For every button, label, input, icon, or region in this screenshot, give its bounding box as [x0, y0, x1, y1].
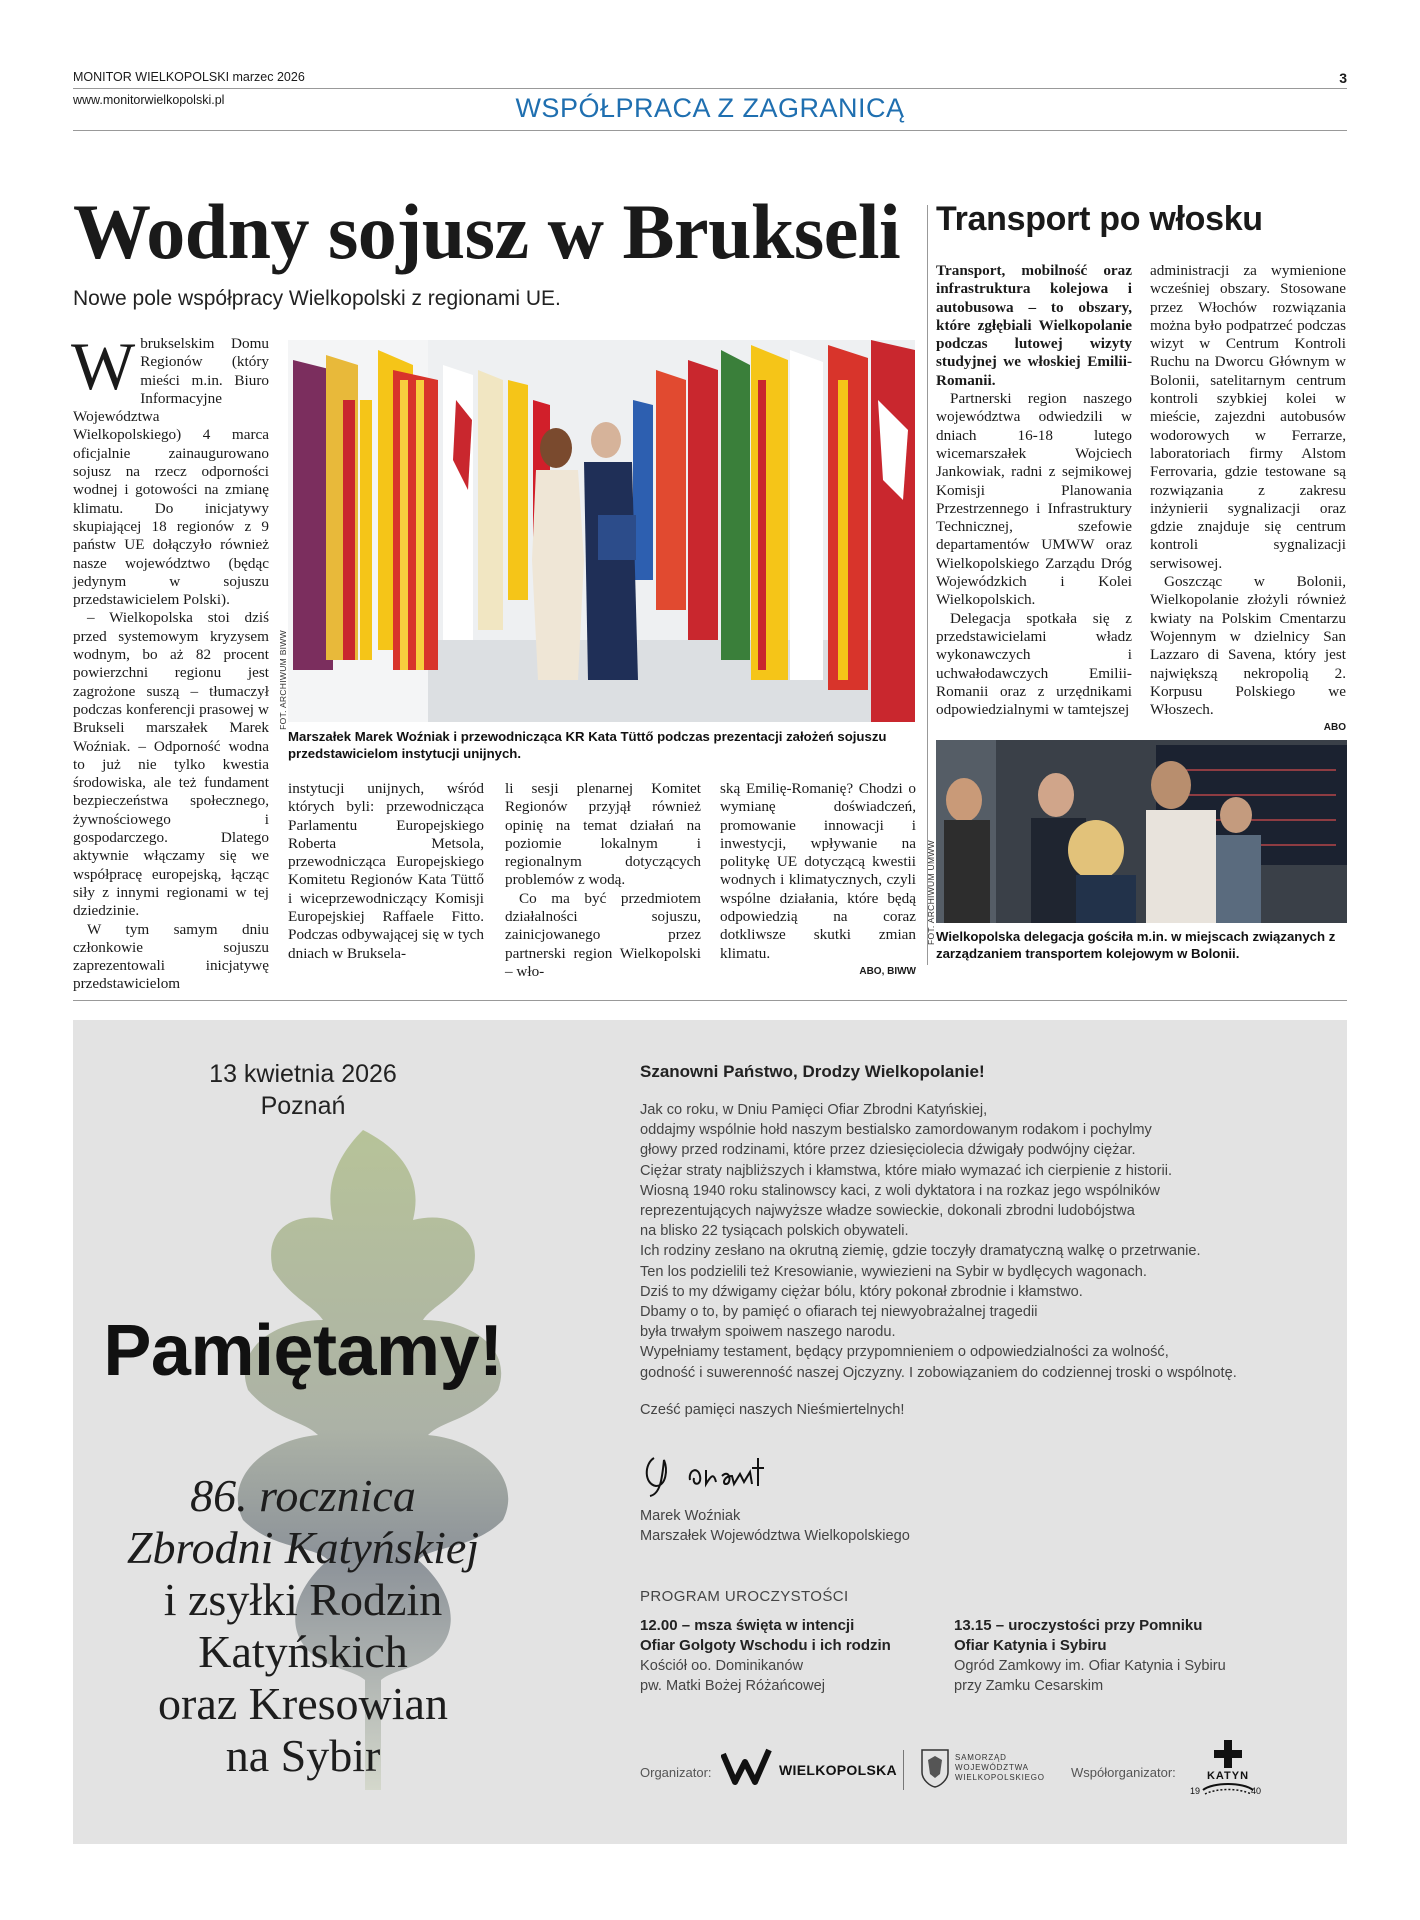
article1-paragraph: – Wielkopolska stoi dziś przed systemowym kryzysem wodnym, bo aż 82 procent powierzchni regionu jest zagrożone suszą – tłumaczył podczas konferencji prasowej w Brukseli marszałek Marek Woźniak. – Odporność wodna to już nie tylko kwestia środowiska, ale też fundament bezpieczeństwa społecznego, żywnościowego i gospodarczego. Dlatego aktywnie włączamy się we współpracę europejską, łącząc siły z innymi regionami w tej dziedzinie.	[73, 609, 269, 920]
ad-subtitle-line: na Sybir	[225, 1730, 381, 1781]
ad-event-1	[640, 1616, 930, 1696]
ad-event-title: 12.00 – msza święta w intencji	[640, 1617, 855, 1634]
article1-paragraph: li sesji plenarnej Komitet Regionów przyjął również opinię na temat działań na poziomie lokalnym i regionalnym dotyczących problemów z wodą.	[505, 780, 701, 889]
ad-samorzad-line: SAMORZĄD	[955, 1753, 1007, 1762]
header-rule-bottom	[73, 130, 1347, 131]
article1-paragraph: Co ma być przedmiotem działalności sojuszu, zainicjowanego przez partnerski region Wielkopolski – wło-	[505, 889, 701, 980]
ad-letter-line: Ich rodziny zesłano na okrutną ziemię, gdzie toczyły dramatyczną walkę o przetrwanie.	[640, 1243, 1201, 1260]
article1-paragraph: W tym samym dniu członkowie sojuszu zaprezentowali inicjatywę przedstawicielom	[73, 920, 269, 993]
article2-column-2	[1150, 262, 1346, 738]
ad-subtitle	[73, 1470, 533, 1782]
article2-photo	[936, 740, 1347, 923]
ad-letter-line: Dziś to my dźwigamy ciężar bólu, który pokonał zbrodnie i kłamstwo.	[640, 1283, 1083, 1300]
article1-dropcap: W	[71, 328, 136, 404]
ad-event-title: Ofiar Golgoty Wschodu i ich rodzin	[640, 1637, 891, 1654]
article2-title: Transport po włosku	[936, 200, 1263, 238]
ad-letter-line: Dbamy o to, by pamięć o ofiarach tej niewyobrażalnej tragedii	[640, 1304, 1038, 1321]
ad-event-place: Ogród Zamkowy im. Ofiar Katynia i Sybiru	[954, 1658, 1226, 1674]
article-bottom-rule	[73, 1000, 1347, 1001]
ad-city: Poznań	[260, 1092, 346, 1120]
article1-paragraph: instytucji unijnych, wśród których byli: przewodnicząca Parlamentu Europejskiego Roberta Metsola, przewodnicząca Europejskiego Komitetu Regionów Kata Tüttő i wiceprzewodniczący Komisji Europejskiej Raffaele Fitto. Podczas odbywającej się w tych dniach w Bruksela-	[288, 780, 484, 962]
ad-letter-line: była trwałym spoiwem naszego narodu.	[640, 1324, 896, 1341]
ad-letter-line: Wiosną 1940 roku stalinowscy kaci, z woli dyktatora i na rozkaz jego wspólników	[640, 1182, 1160, 1199]
ad-signer-title: Marszałek Województwa Wielkopolskiego	[640, 1528, 910, 1544]
ad-letter-line: oddajmy wspólnie hołd naszym bestialsko zamordowanym rodakom i pochylmy	[640, 1122, 1152, 1139]
ad-event-place: Kościół oo. Dominikanów	[640, 1658, 804, 1674]
ad-coorganizer-label: Współorganizator:	[1071, 1765, 1176, 1780]
header-rule-top	[73, 88, 1347, 89]
article1-lead: Nowe pole współpracy Wielkopolski z regionami UE.	[73, 287, 561, 310]
ad-letter-line: godność i suwerenność naszej Ojczyzny. I zobowiązaniem do codziennej troski o wspólnotę.	[640, 1364, 1237, 1381]
article2-photo-caption: Wielkopolska delegacja gościła m.in. w miejscach związanych z zarządzaniem transportem kolejowym w Bolonii.	[936, 929, 1336, 961]
article1-photo-credit: FOT. ARCHIWUM BIWW	[278, 630, 288, 730]
ad-signer-name: Marek Woźniak	[640, 1508, 741, 1524]
coat-of-arms-icon	[920, 1748, 950, 1788]
ad-event-title: 13.15 – uroczystości przy Pomniku	[954, 1617, 1203, 1634]
page-number: 3	[1339, 70, 1347, 86]
article2-column-1	[936, 262, 1132, 719]
ad-letter	[640, 1100, 1320, 1383]
article1-paragraph: brukselskim Domu Regionów (który mieści m.in. Biuro Informacyjne Województwa Wielkopolskiego) 4 marca oficjalnie zainaugurowano sojusz na rzecz odporności wodnej i gotowości na zmianę klimatu. Do inicjatywy skupiającej 18 regionów z 9 państw UE dołączyło również nasze województwo (będąc jedynym w sojuszu przedstawicielem Polski).	[73, 335, 269, 609]
ad-organizer-label: Organizator:	[640, 1765, 712, 1780]
ad-letter-line: Wypełniamy testament, będący przypomnieniem o odpowiedzialności za wolność,	[640, 1344, 1169, 1361]
article1-title: Wodny sojusz w Brukseli	[73, 188, 901, 275]
wielkopolska-logo-icon	[721, 1748, 773, 1788]
ad-subtitle-line: Katyńskich	[198, 1626, 408, 1677]
article2-lead: Transport, mobilność oraz infrastruktura kolejowa i autobusowa – to obszary, które zgłębiali Wielkopolanie podczas lutowej wizyty studyjnej we włoskiej Emilii-Romanii.	[936, 262, 1132, 389]
ad-samorzad-logo	[955, 1753, 1045, 1783]
ad-letter-line: Ten los podzielili też Kresowianie, wywiezieni na Sybir w bydlęcych wagonach.	[640, 1263, 1147, 1280]
ad-katyn-logo: KATYN	[1206, 1770, 1250, 1782]
ad-closing: Cześć pamięci naszych Nieśmiertelnych!	[640, 1402, 905, 1418]
handwritten-signature	[640, 1450, 800, 1500]
masthead-url[interactable]: www.monitorwielkopolski.pl	[73, 93, 225, 107]
ad-letter-line: głowy przed rodzinami, które przez dziesięciolecia dźwigały podwójny ciężar.	[640, 1142, 1136, 1159]
katyn-memorial-ad	[73, 1020, 1347, 1844]
ad-samorzad-line: WIELKOPOLSKIEGO	[955, 1773, 1045, 1782]
ad-letter-line: reprezentujących najwyższe władze sowieckie, dokonali zbrodni ludobójstwa	[640, 1203, 1135, 1220]
article1-signature: ABO, BIWW	[859, 965, 916, 977]
ad-event-place: przy Zamku Cesarskim	[954, 1678, 1104, 1695]
ad-letter-line: na blisko 22 tysiącach polskich obywateli.	[640, 1223, 909, 1240]
ad-wielkopolska-logo: WIELKOPOLSKA	[779, 1762, 897, 1778]
article1-photo	[288, 340, 915, 722]
article2-paragraph: Delegacja spotkała się z przedstawicielami władz wykonawczych i uchwałodawczych Emilii-Romanii oraz z urzędnikami odpowiedzialnymi w tamtejszej	[936, 609, 1132, 719]
ad-headline: Pamiętamy!	[103, 1311, 503, 1391]
article2-photo-credit: FOT. ARCHIWUM UMWW	[926, 840, 936, 946]
article2-paragraph: Goszcząc w Bolonii, Wielkopolanie złożyli również kwiaty na Polskim Cmentarzu Wojennym w dzielnicy San Lazzaro di Savena, który jest największą nekropolią 2. Korpusu Polskiego we Włoszech.	[1150, 573, 1346, 719]
ad-samorzad-line: WOJEWÓDZTWA	[955, 1763, 1029, 1772]
ad-letter-line: Jak co roku, w Dniu Pamięci Ofiar Zbrodni Katyńskiej,	[640, 1102, 988, 1118]
ad-program-title: PROGRAM UROCZYSTOŚCI	[640, 1588, 849, 1605]
masthead: MONITOR WIELKOPOLSKI marzec 2026	[73, 70, 305, 84]
article1-photo-caption: Marszałek Marek Woźniak i przewodnicząca KR Kata Tüttő podczas prezentacji założeń sojuszu przedstawicielom instytucji unijnych.	[288, 729, 887, 761]
article1-column-1	[71, 328, 269, 994]
ad-date: 13 kwietnia 2026	[209, 1060, 397, 1088]
flags-photo-illustration	[288, 340, 915, 722]
control-room-photo-illustration	[936, 740, 1347, 923]
article2-paragraph: administracji za wymienione wcześniej obszary. Stosowane przez Włochów rozwiązania można było podpatrzeć podczas wizyt w Centrum Kontroli Ruchu na Dworcu Głównym w Bolonii, satelitarnym centrum kontroli szybkiej kolei w mieście, zajezdni autobusów wodorowych w Ferrarze, laboratoriach firmy Alstom Ferrovaria, gdzie testowane są rozwiązania z zakresu inżynierii sygnalizacji oraz gdzie znajduje się centrum kontroli sygnalizacji serwisowej.	[1150, 262, 1346, 572]
ad-letter-line: Ciężar straty najbliższych i kłamstwa, które miało wymazać ich cierpienie z historii.	[640, 1162, 1173, 1179]
ad-subtitle-line: oraz Kresowian	[158, 1678, 448, 1729]
article1-paragraph: ską Emilię-Romanię? Chodzi o wymianę doświadczeń, promowanie innowacji i inwestycji, wpływanie na politykę UE dotyczącą kwestii wodnych i klimatycznych, czyli wspólne działania, które będą odpowiedzią na coraz dotkliwsze skutki zmian klimatu.	[720, 780, 916, 962]
article1-column-3	[505, 780, 701, 981]
article2-signature: ABO	[1323, 722, 1346, 734]
ad-katyn-year: 40	[1251, 1786, 1262, 1796]
ad-logo-divider	[903, 1750, 904, 1790]
ad-event-2	[954, 1616, 1294, 1696]
article2-paragraph: Partnerski region naszego województwa odwiedzili w dniach 16-18 lutego wicemarszałek Wojciech Jankowiak, radni z sejmikowej Komisji Planowania Przestrzennego i Infrastruktury Technicznej, szefowie departamentów UMWW oraz Wielkopolskiego Zarządu Dróg Wojewódzkich i Kolei Wielkopolskich.	[936, 390, 1132, 609]
article1-column-2	[288, 780, 484, 963]
section-title: WSPÓŁPRACA Z ZAGRANICĄ	[515, 93, 905, 123]
ad-subtitle-line: 86. rocznica	[190, 1470, 416, 1521]
ad-subtitle-line: Zbrodni Katyńskiej	[126, 1522, 480, 1573]
ad-katyn-year: 19	[1190, 1786, 1201, 1796]
ad-greeting: Szanowni Państwo, Drodzy Wielkopolanie!	[640, 1062, 985, 1081]
ad-event-place: pw. Matki Bożej Różańcowej	[640, 1678, 825, 1695]
ad-subtitle-line: i zsyłki Rodzin	[163, 1574, 443, 1625]
article1-column-4	[720, 780, 916, 981]
ad-event-title: Ofiar Katynia i Sybiru	[954, 1637, 1107, 1654]
